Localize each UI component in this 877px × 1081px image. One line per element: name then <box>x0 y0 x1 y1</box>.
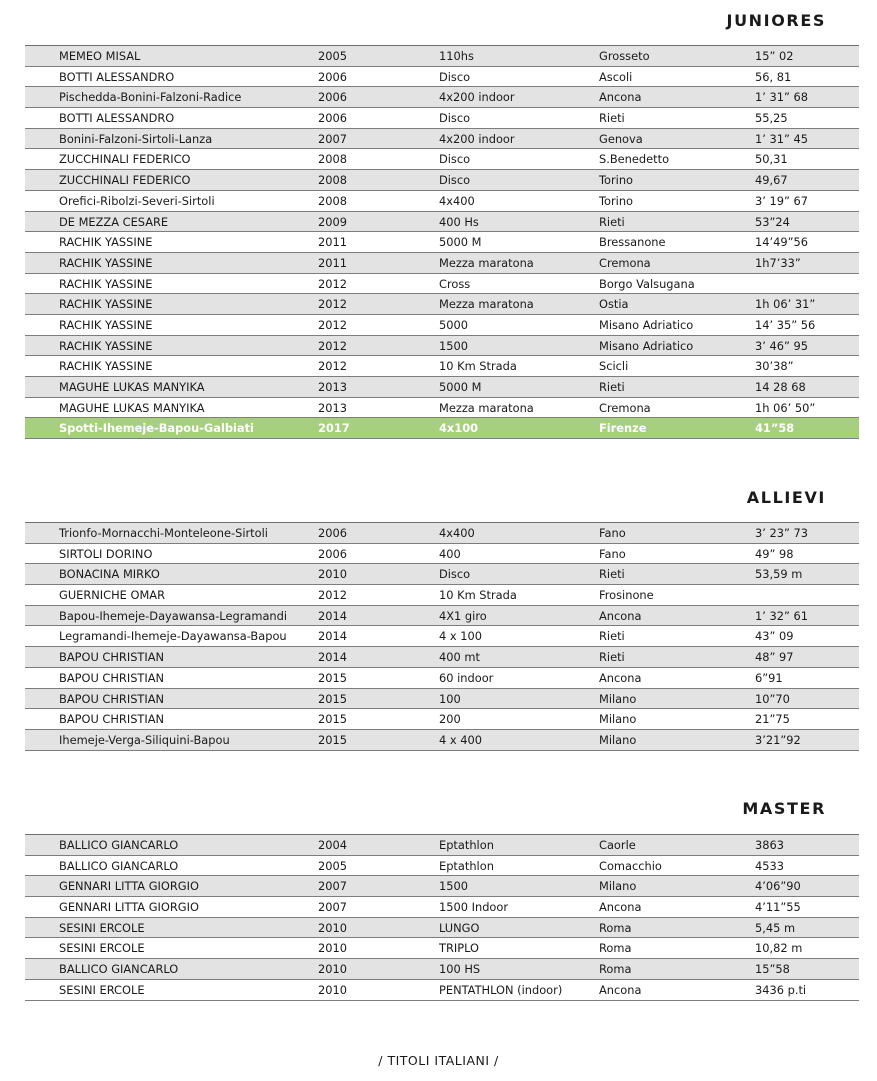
athlete-cell: RACHIK YASSINE <box>59 235 153 250</box>
table-row <box>25 918 859 939</box>
table-row <box>25 564 859 585</box>
result-cell: 4’06”90 <box>755 879 801 894</box>
table-row <box>25 377 859 398</box>
location-cell: Rieti <box>599 111 625 126</box>
juniores-table <box>25 45 859 439</box>
athlete-cell: SIRTOLI DORINO <box>59 546 153 561</box>
table-row <box>25 46 859 67</box>
event-cell: LUNGO <box>439 920 480 935</box>
table-row <box>25 87 859 108</box>
year-cell: 2017 <box>318 421 350 436</box>
result-cell: 10,82 m <box>755 941 803 956</box>
athlete-cell: BAPOU CHRISTIAN <box>59 712 165 727</box>
result-cell: 1’ 31” 45 <box>755 131 808 146</box>
result-cell: 15” 02 <box>755 49 794 63</box>
table-row <box>25 253 859 274</box>
location-cell: Ascoli <box>599 69 633 84</box>
year-cell: 2008 <box>318 173 347 188</box>
location-cell: Rieti <box>599 214 625 229</box>
location-cell: Rieti <box>599 567 625 582</box>
footer-label: / TITOLI ITALIANI / <box>378 1053 499 1068</box>
event-cell: 1500 <box>439 338 468 353</box>
year-cell: 2014 <box>318 608 347 623</box>
year-cell: 2006 <box>318 69 347 84</box>
location-cell: Rieti <box>599 629 625 644</box>
result-cell: 53”24 <box>755 214 790 229</box>
location-cell: Ancona <box>599 90 642 105</box>
year-cell: 2012 <box>318 297 347 312</box>
table-row <box>25 398 859 419</box>
table-row <box>25 668 859 689</box>
table-row <box>25 191 859 212</box>
event-cell: 200 <box>439 712 461 727</box>
result-cell: 43” 09 <box>755 629 794 644</box>
location-cell: Roma <box>599 962 632 977</box>
athlete-cell: BALLICO GIANCARLO <box>59 838 179 852</box>
result-cell: 1h 06’ 50” <box>755 400 816 415</box>
location-cell: Misano Adriatico <box>599 317 694 332</box>
year-cell: 2006 <box>318 90 347 105</box>
event-cell: PENTATHLON (indoor) <box>439 982 563 997</box>
result-cell: 55,25 <box>755 111 788 126</box>
year-cell: 2006 <box>318 111 347 126</box>
allievi-table <box>25 522 859 751</box>
result-cell: 3’ 19” 67 <box>755 193 808 208</box>
athlete-cell: MEMEO MISAL <box>59 49 141 63</box>
event-cell: Disco <box>439 567 471 582</box>
athlete-cell: ZUCCHINALI FEDERICO <box>59 152 191 167</box>
result-cell: 21”75 <box>755 712 790 727</box>
year-cell: 2015 <box>318 691 347 706</box>
year-cell: 2012 <box>318 359 347 374</box>
athlete-cell: BALLICO GIANCARLO <box>59 962 179 977</box>
athlete-cell: Trionfo-Mornacchi-Monteleone-Sirtoli <box>59 526 268 540</box>
location-cell: Torino <box>599 193 634 208</box>
location-cell: Ancona <box>599 608 642 623</box>
year-cell: 2013 <box>318 400 347 415</box>
event-cell: 4X1 giro <box>439 608 487 623</box>
table-row <box>25 835 859 856</box>
result-cell: 6”91 <box>755 670 783 685</box>
table-row <box>25 212 859 233</box>
section-title-allievi: ALLIEVI <box>746 488 826 507</box>
result-cell: 14 28 68 <box>755 380 806 394</box>
table-row <box>25 274 859 295</box>
event-cell: 4x400 <box>439 193 475 208</box>
athlete-cell: Bapou-Ihemeje-Dayawansa-Legramandi <box>59 608 288 623</box>
event-cell: 4x100 <box>439 421 479 436</box>
location-cell: Rieti <box>599 650 625 665</box>
event-cell: 10 Km Strada <box>439 359 517 374</box>
event-cell: 110hs <box>439 49 474 63</box>
location-cell: Roma <box>599 920 632 935</box>
event-cell: 5000 <box>439 317 468 332</box>
event-cell: Disco <box>439 152 471 167</box>
location-cell: Cremona <box>599 400 651 415</box>
location-cell: Fano <box>599 546 626 561</box>
location-cell: Caorle <box>599 838 636 852</box>
event-cell: 4x200 indoor <box>439 131 515 146</box>
athlete-cell: Orefici-Ribolzi-Severi-Sirtoli <box>59 193 215 208</box>
table-row <box>25 232 859 253</box>
athlete-cell: RACHIK YASSINE <box>59 338 153 353</box>
location-cell: Rieti <box>599 380 625 394</box>
year-cell: 2006 <box>318 546 347 561</box>
result-cell: 3863 <box>755 838 784 852</box>
table-row <box>25 647 859 668</box>
athlete-cell: ZUCCHINALI FEDERICO <box>59 173 191 188</box>
event-cell: 4 x 100 <box>439 629 482 644</box>
table-row <box>25 523 859 544</box>
table-row <box>25 149 859 170</box>
location-cell: Ostia <box>599 297 629 312</box>
table-row <box>25 418 859 439</box>
result-cell: 1’ 32” 61 <box>755 608 808 623</box>
year-cell: 2012 <box>318 338 347 353</box>
athlete-cell: BONACINA MIRKO <box>59 567 160 582</box>
athlete-cell: BALLICO GIANCARLO <box>59 858 179 873</box>
result-cell: 30’38” <box>755 359 794 374</box>
result-cell: 1h7’33” <box>755 255 801 270</box>
athlete-cell: Legramandi-Ihemeje-Dayawansa-Bapou <box>59 629 287 644</box>
table-row <box>25 897 859 918</box>
athlete-cell: SESINI ERCOLE <box>59 941 145 956</box>
location-cell: Milano <box>599 712 637 727</box>
year-cell: 2010 <box>318 920 347 935</box>
event-cell: 100 <box>439 691 461 706</box>
year-cell: 2011 <box>318 235 347 250</box>
result-cell: 3436 p.ti <box>755 982 807 997</box>
location-cell: Milano <box>599 691 637 706</box>
event-cell: 4x400 <box>439 526 475 540</box>
result-cell: 1’ 31” 68 <box>755 90 808 105</box>
athlete-cell: RACHIK YASSINE <box>59 276 153 291</box>
athlete-cell: BAPOU CHRISTIAN <box>59 670 165 685</box>
table-row <box>25 356 859 377</box>
event-cell: Eptathlon <box>439 858 494 873</box>
athlete-cell: SESINI ERCOLE <box>59 982 145 997</box>
location-cell: Bressanone <box>599 235 666 250</box>
location-cell: Ancona <box>599 670 642 685</box>
table-row <box>25 108 859 129</box>
event-cell: Disco <box>439 69 471 84</box>
athlete-cell: BOTTI ALESSANDRO <box>59 111 175 126</box>
year-cell: 2013 <box>318 380 347 394</box>
location-cell: S.Benedetto <box>599 152 670 167</box>
event-cell: 400 Hs <box>439 214 479 229</box>
result-cell: 3’ 46” 95 <box>755 338 808 353</box>
year-cell: 2012 <box>318 317 347 332</box>
year-cell: 2007 <box>318 131 347 146</box>
table-row <box>25 980 859 1001</box>
location-cell: Genova <box>599 131 643 146</box>
athlete-cell: BAPOU CHRISTIAN <box>59 650 165 665</box>
year-cell: 2014 <box>318 629 347 644</box>
master-table <box>25 834 859 1001</box>
year-cell: 2007 <box>318 900 347 915</box>
table-row <box>25 709 859 730</box>
table-row <box>25 67 859 88</box>
location-cell: Torino <box>599 173 634 188</box>
location-cell: Frosinone <box>599 588 654 603</box>
event-cell: 60 indoor <box>439 670 494 685</box>
year-cell: 2015 <box>318 670 347 685</box>
location-cell: Scicli <box>599 359 629 374</box>
result-cell: 5,45 m <box>755 920 796 935</box>
event-cell: 1500 Indoor <box>439 900 509 915</box>
table-row <box>25 294 859 315</box>
event-cell: 400 mt <box>439 650 480 665</box>
result-cell: 49,67 <box>755 173 788 188</box>
table-row <box>25 689 859 710</box>
event-cell: 5000 M <box>439 380 482 394</box>
year-cell: 2010 <box>318 962 347 977</box>
event-cell: Eptathlon <box>439 838 494 852</box>
result-cell: 14’49”56 <box>755 235 809 250</box>
location-cell: Fano <box>599 526 626 540</box>
table-row <box>25 606 859 627</box>
athlete-cell: GUERNICHE OMAR <box>59 588 165 603</box>
event-cell: 100 HS <box>439 962 481 977</box>
result-cell: 1h 06’ 31” <box>755 297 816 312</box>
result-cell: 56, 81 <box>755 69 792 84</box>
event-cell: Cross <box>439 276 471 291</box>
table-row <box>25 315 859 336</box>
table-row <box>25 856 859 877</box>
section-title-master: MASTER <box>742 799 826 818</box>
year-cell: 2005 <box>318 858 347 873</box>
location-cell: Ancona <box>599 982 642 997</box>
athlete-cell: Pischedda-Bonini-Falzoni-Radice <box>59 90 242 105</box>
year-cell: 2009 <box>318 214 347 229</box>
result-cell: 15”58 <box>755 962 790 977</box>
athlete-cell: MAGUHE LUKAS MANYIKA <box>59 400 205 415</box>
athlete-cell: BOTTI ALESSANDRO <box>59 69 175 84</box>
table-row <box>25 938 859 959</box>
table-row <box>25 730 859 751</box>
year-cell: 2005 <box>318 49 347 63</box>
year-cell: 2011 <box>318 255 347 270</box>
table-row <box>25 585 859 606</box>
year-cell: 2014 <box>318 650 347 665</box>
result-cell: 3’ 23” 73 <box>755 526 808 540</box>
athlete-cell: Spotti-Ihemeje-Bapou-Galbiati <box>59 421 254 436</box>
location-cell: Ancona <box>599 900 642 915</box>
event-cell: Disco <box>439 173 471 188</box>
year-cell: 2010 <box>318 941 347 956</box>
year-cell: 2012 <box>318 276 347 291</box>
table-row <box>25 129 859 150</box>
event-cell: 10 Km Strada <box>439 588 517 603</box>
result-cell: 3’21”92 <box>755 732 801 747</box>
location-cell: Misano Adriatico <box>599 338 694 353</box>
athlete-cell: RACHIK YASSINE <box>59 317 153 332</box>
result-cell: 4533 <box>755 858 784 873</box>
section-title-juniores: JUNIORES <box>726 11 826 30</box>
result-cell: 41”58 <box>755 421 795 436</box>
event-cell: TRIPLO <box>439 941 480 956</box>
event-cell: Disco <box>439 111 471 126</box>
year-cell: 2004 <box>318 838 347 852</box>
table-row <box>25 544 859 565</box>
athlete-cell: GENNARI LITTA GIORGIO <box>59 900 199 915</box>
year-cell: 2008 <box>318 193 347 208</box>
year-cell: 2008 <box>318 152 347 167</box>
event-cell: 400 <box>439 546 461 561</box>
athlete-cell: GENNARI LITTA GIORGIO <box>59 879 199 894</box>
event-cell: 4 x 400 <box>439 732 482 747</box>
event-cell: 1500 <box>439 879 468 894</box>
table-row <box>25 170 859 191</box>
table-row <box>25 626 859 647</box>
result-cell: 49” 98 <box>755 546 794 561</box>
athlete-cell: BAPOU CHRISTIAN <box>59 691 165 706</box>
location-cell: Firenze <box>599 421 647 436</box>
location-cell: Cremona <box>599 255 651 270</box>
result-cell: 4’11”55 <box>755 900 801 915</box>
year-cell: 2007 <box>318 879 347 894</box>
table-row <box>25 336 859 357</box>
year-cell: 2010 <box>318 567 347 582</box>
event-cell: Mezza maratona <box>439 297 534 312</box>
event-cell: Mezza maratona <box>439 400 534 415</box>
location-cell: Roma <box>599 941 632 956</box>
result-cell: 14’ 35” 56 <box>755 317 816 332</box>
athlete-cell: Bonini-Falzoni-Sirtoli-Lanza <box>59 131 213 146</box>
result-cell: 53,59 m <box>755 567 803 582</box>
location-cell: Milano <box>599 879 637 894</box>
athlete-cell: SESINI ERCOLE <box>59 920 145 935</box>
athlete-cell: RACHIK YASSINE <box>59 359 153 374</box>
year-cell: 2010 <box>318 982 347 997</box>
year-cell: 2015 <box>318 732 347 747</box>
event-cell: 5000 M <box>439 235 482 250</box>
location-cell: Milano <box>599 732 637 747</box>
event-cell: 4x200 indoor <box>439 90 515 105</box>
table-row <box>25 876 859 897</box>
location-cell: Borgo Valsugana <box>599 276 695 291</box>
athlete-cell: DE MEZZA CESARE <box>59 214 169 229</box>
table-row <box>25 959 859 980</box>
result-cell: 48” 97 <box>755 650 794 665</box>
year-cell: 2015 <box>318 712 347 727</box>
location-cell: Comacchio <box>599 858 662 873</box>
athlete-cell: MAGUHE LUKAS MANYIKA <box>59 380 205 394</box>
result-cell: 50,31 <box>755 152 788 167</box>
year-cell: 2006 <box>318 526 347 540</box>
athlete-cell: RACHIK YASSINE <box>59 297 153 312</box>
location-cell: Grosseto <box>599 49 650 63</box>
event-cell: Mezza maratona <box>439 255 534 270</box>
result-cell: 10”70 <box>755 691 790 706</box>
year-cell: 2012 <box>318 588 347 603</box>
athlete-cell: Ihemeje-Verga-Siliquini-Bapou <box>59 732 230 747</box>
athlete-cell: RACHIK YASSINE <box>59 255 153 270</box>
